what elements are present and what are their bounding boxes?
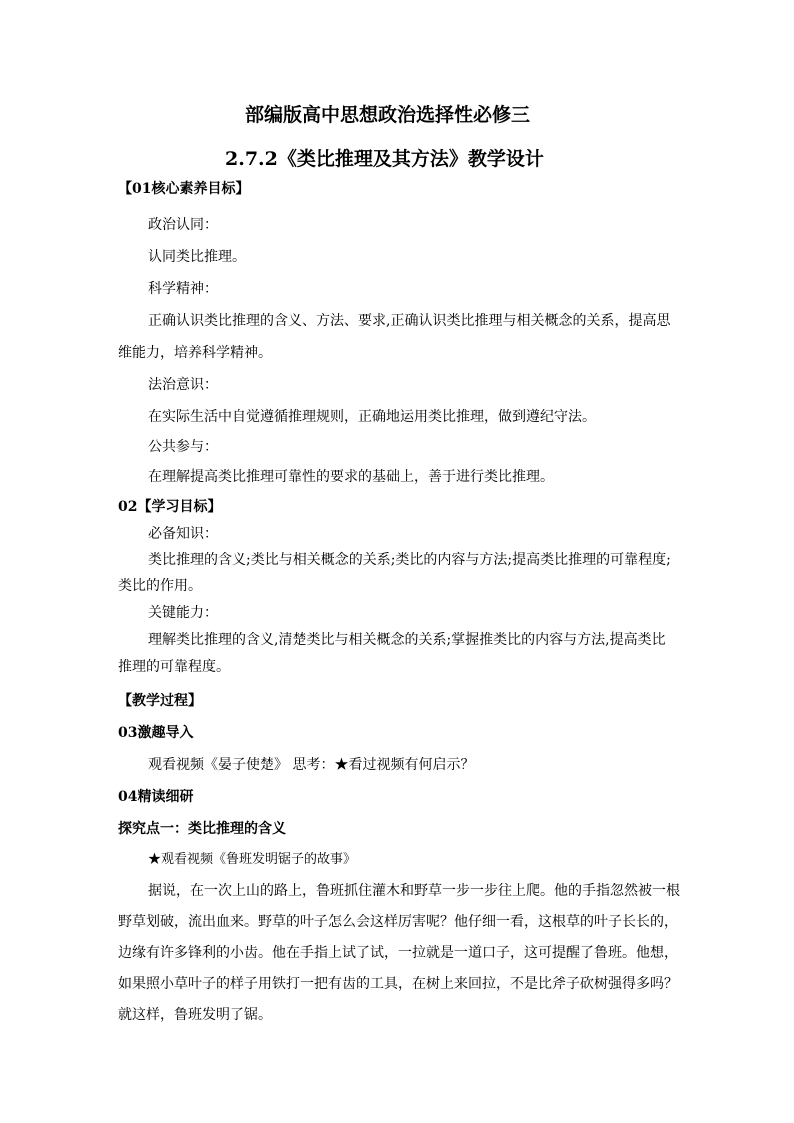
learning-text-knowledge-line1: 类比推理的含义;类比与相关概念的关系;类比的内容与方法;提高类比推理的可靠程度; <box>148 552 671 568</box>
goal-text-science-line2: 维能力，培养科学精神。 <box>118 345 272 361</box>
section-heading-core-goals: 【01核心素养目标】 <box>118 181 250 197</box>
goal-label-science: 科学精神： <box>148 281 218 297</box>
document-subtitle: 2.7.2《类比推理及其方法》教学设计 <box>225 148 544 170</box>
section-heading-teaching-process: 【教学过程】 <box>118 693 202 709</box>
explore-point-heading: 探究点一：类比推理的含义 <box>118 821 286 837</box>
document-title: 部编版高中思想政治选择性必修三 <box>245 104 531 126</box>
learning-text-ability-line1: 理解类比推理的含义,清楚类比与相关概念的关系;掌握推类比的内容与方法,提高类比 <box>148 632 666 648</box>
learning-text-knowledge-line2: 类比的作用。 <box>118 578 202 594</box>
story-line-5: 就这样，鲁班发明了锯。 <box>118 1007 272 1023</box>
learning-label-ability: 关键能力： <box>148 605 218 621</box>
story-line-1: 据说，在一次上山的路上，鲁班抓住灌木和野草一步一步往上爬。他的手指忽然被一根 <box>148 883 680 899</box>
goal-label-political: 政治认同： <box>148 217 218 233</box>
video-line: ★观看视频《鲁班发明锯子的故事》 <box>148 852 357 867</box>
goal-label-law: 法治意识： <box>148 377 218 393</box>
goal-text-political: 认同类比推理。 <box>148 249 246 265</box>
goal-text-science-line1: 正确认识类比推理的含义、方法、要求,正确认识类比推理与相关概念的关系，提高思 <box>148 313 671 329</box>
story-line-2: 野草划破，流出血来。野草的叶子怎么会这样厉害呢？他仔细一看，这根草的叶子长长的， <box>118 914 678 930</box>
subheading-close-reading: 04精读细研 <box>118 789 194 805</box>
goal-text-law: 在实际生活中自觉遵循推理规则，正确地运用类比推理，做到遵纪守法。 <box>148 409 596 425</box>
subheading-intro: 03激趣导入 <box>118 725 194 741</box>
intro-text: 观看视频《晏子使楚》 思考：★看过视频有何启示？ <box>148 757 475 773</box>
story-line-4: 如果照小草叶子的样子用铁打一把有齿的工具，在树上来回拉，不是比斧子砍树强得多吗？ <box>118 976 678 992</box>
learning-label-knowledge: 必备知识： <box>148 526 218 542</box>
learning-text-ability-line2: 推理的可靠程度。 <box>118 659 230 675</box>
story-line-3: 边缘有许多锋利的小齿。他在手指上试了试，一拉就是一道口子，这可提醒了鲁班。他想， <box>118 945 678 961</box>
goal-text-public: 在理解提高类比推理可靠性的要求的基础上，善于进行类比推理。 <box>148 469 554 485</box>
goal-label-public: 公共参与： <box>148 439 218 455</box>
section-heading-learning-goals: 02【学习目标】 <box>118 499 222 515</box>
